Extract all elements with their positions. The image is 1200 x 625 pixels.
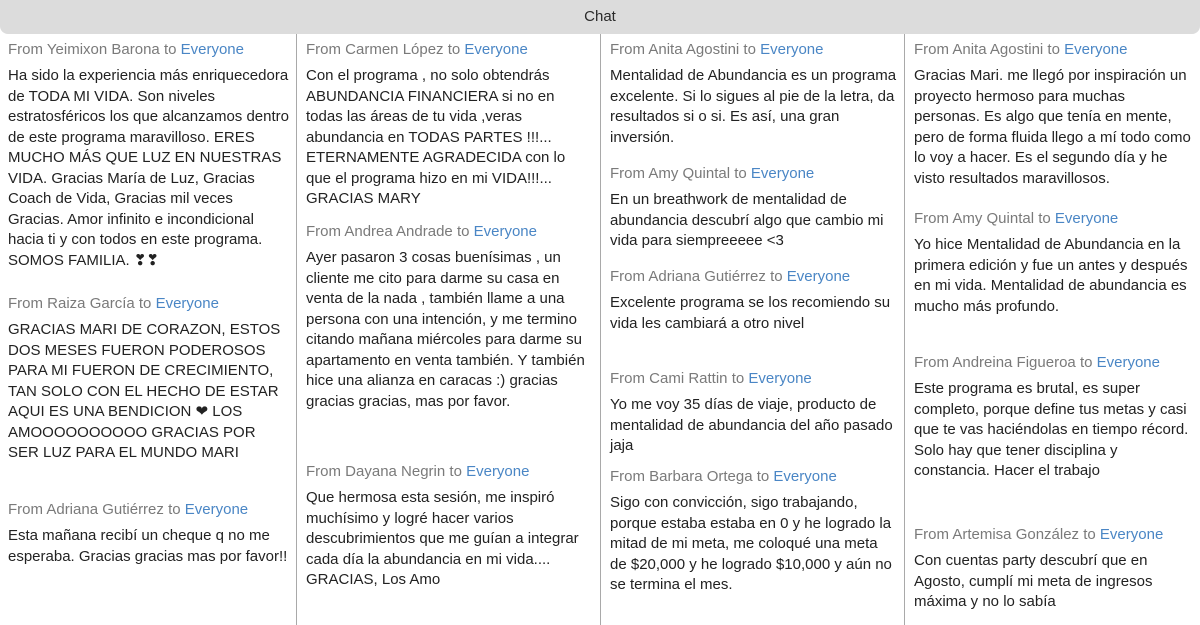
- from-label: From: [8, 41, 43, 58]
- sender-name: Dayana Negrin: [345, 463, 446, 480]
- message-header: [914, 209, 1194, 229]
- column-divider: [904, 34, 905, 625]
- sender-name: Andrea Andrade: [344, 223, 453, 240]
- recipient-name[interactable]: Everyone: [464, 41, 528, 58]
- from-label: From: [914, 41, 949, 58]
- from-label: From: [914, 526, 949, 543]
- sender-name: Adriana Gutiérrez: [648, 268, 766, 285]
- from-label: From: [914, 210, 949, 227]
- to-label: to: [168, 501, 181, 518]
- chat-message-columns: [0, 34, 1200, 625]
- message-header: [914, 525, 1194, 545]
- message-text: Yo hice Mentalidad de Abundancia en la primera edición y fue un antes y después en mi vida. Mentalidad de abundancia es mucho más profundo.: [914, 236, 1188, 315]
- column-divider: [296, 34, 297, 625]
- message-text: Yo me voy 35 días de viaje, producto de mentalidad de abundancia del año pasado jaja: [610, 396, 893, 454]
- sender-name: Amy Quintal: [648, 165, 731, 182]
- sender-name: Artemisa González: [952, 526, 1080, 543]
- chat-message: [610, 369, 898, 457]
- chat-message: [610, 164, 898, 252]
- to-label: to: [734, 165, 747, 182]
- message-header: [610, 164, 898, 184]
- message-header: [306, 222, 594, 242]
- chat-message: [8, 500, 290, 567]
- chat-message: [610, 267, 898, 334]
- message-header: [914, 353, 1194, 373]
- chat-message: [306, 462, 594, 591]
- from-label: From: [306, 463, 341, 480]
- recipient-name[interactable]: Everyone: [760, 41, 824, 58]
- from-label: From: [610, 165, 645, 182]
- recipient-name[interactable]: Everyone: [1096, 354, 1160, 371]
- recipient-name[interactable]: Everyone: [1064, 41, 1128, 58]
- sender-name: Carmen López: [345, 41, 444, 58]
- message-text: Esta mañana recibí un cheque q no me esperaba. Gracias gracias mas por favor!!: [8, 527, 288, 565]
- chat-message: [8, 40, 290, 271]
- message-text: Gracias Mari. me llegó por inspiración un proyecto hermoso para muchas personas. Es algo que tenía en mente, pero de forma fluida llego a mí todo como lo voy a hacer. Es el segundo día y he visto resultados maravillosos.: [914, 67, 1191, 187]
- to-label: to: [731, 370, 745, 387]
- chat-message: [610, 40, 898, 148]
- to-label: to: [1083, 526, 1096, 543]
- from-label: From: [306, 223, 341, 240]
- chat-message: [306, 222, 594, 412]
- recipient-name[interactable]: Everyone: [1099, 526, 1164, 543]
- sender-name: Cami Rattin: [649, 370, 728, 387]
- chat-column-3: [602, 34, 904, 625]
- message-text: Este programa es brutal, es super completo, porque define tus metas y casi que te vas haciéndolas en tiempo récord. Solo hay que tener disciplina y constancia. Hacer el trabajo: [914, 380, 1189, 479]
- recipient-name[interactable]: Everyone: [750, 165, 815, 182]
- chat-message: [914, 40, 1194, 189]
- sender-name: Amy Quintal: [952, 210, 1035, 227]
- chat-message: [914, 209, 1194, 317]
- to-label: to: [1047, 41, 1060, 58]
- to-label: to: [447, 41, 461, 58]
- message-header: [610, 267, 898, 287]
- chat-message: [306, 40, 594, 210]
- message-text: Mentalidad de Abundancia es un programa excelente. Si lo sigues al pie de la letra, da resultados si o si. Es así, una gran inversión.: [610, 67, 897, 146]
- chat-column-2: [298, 34, 600, 625]
- recipient-name[interactable]: Everyone: [773, 468, 837, 485]
- message-text: Ha sido la experiencia más enriquecedora de TODA MI VIDA. Son niveles estratosféricos los que alcanzamos dentro de este programa maravilloso. ERES MUCHO MÁS QUE LUZ EN NUESTRAS VIDA. Gracias María de Luz, Gracias Coach de Vida, Gracias mil veces Gracias. Amor infinito e incondicional hacia ti y con todos en este programa. SOMOS FAMILIA. ❣❣: [8, 67, 289, 269]
- to-label: to: [1038, 210, 1051, 227]
- recipient-name[interactable]: Everyone: [184, 501, 249, 518]
- from-label: From: [610, 468, 645, 485]
- message-text: Sigo con convicción, sigo trabajando, porque estaba estaba en 0 y he logrado la mitad de mi meta, me coloqué una meta de $20,000 y he logrado $10,000 y aún no se termina el mes.: [610, 494, 892, 593]
- chat-column-4: [906, 34, 1200, 625]
- message-header: [8, 294, 290, 314]
- message-header: [914, 40, 1194, 60]
- recipient-name[interactable]: Everyone: [180, 41, 244, 58]
- message-text: Excelente programa se los recomiendo su vida les cambiará a otro nivel: [610, 294, 891, 332]
- message-header: [610, 467, 898, 487]
- from-label: From: [610, 268, 645, 285]
- recipient-name[interactable]: Everyone: [466, 463, 530, 480]
- recipient-name[interactable]: Everyone: [748, 370, 812, 387]
- from-label: From: [306, 41, 341, 58]
- sender-name: Anita Agostini: [648, 41, 740, 58]
- to-label: to: [743, 41, 756, 58]
- to-label: to: [456, 223, 470, 240]
- sender-name: Anita Agostini: [952, 41, 1044, 58]
- sender-name: Yeimixon Barona: [46, 41, 160, 58]
- to-label: to: [770, 268, 783, 285]
- recipient-name[interactable]: Everyone: [155, 295, 219, 312]
- message-text: Con cuentas party descubrí que en Agosto, cumplí mi meta de ingresos máxima y no lo sabía: [914, 552, 1153, 610]
- from-label: From: [914, 354, 949, 371]
- message-text: GRACIAS MARI DE CORAZON, ESTOS DOS MESES FUERON PODEROSOS PARA MI FUERON DE CRECIMIENTO, TAN SOLO CON EL HECHO DE ESTAR AQUI ES UNA BENDICION ❤ LOS AMOOOOOOOOOO GRACIAS POR SER LUZ PARA EL MUNDO MARI: [8, 321, 281, 461]
- to-label: to: [756, 468, 770, 485]
- recipient-name[interactable]: Everyone: [473, 223, 537, 240]
- to-label: to: [163, 41, 177, 58]
- sender-name: Adriana Gutiérrez: [46, 501, 164, 518]
- column-divider: [600, 34, 601, 625]
- message-text: En un breathwork de mentalidad de abundancia descubrí algo que cambio mi vida para siempreeeee <3: [610, 191, 884, 249]
- recipient-name[interactable]: Everyone: [1054, 210, 1119, 227]
- chat-message: [610, 467, 898, 596]
- chat-message: [914, 353, 1194, 482]
- from-label: From: [8, 501, 43, 518]
- message-header: [610, 40, 898, 60]
- chat-title: Chat: [584, 8, 616, 25]
- to-label: to: [138, 295, 152, 312]
- message-header: [610, 369, 898, 389]
- from-label: From: [8, 295, 43, 312]
- from-label: From: [610, 370, 645, 387]
- sender-name: Andreina Figueroa: [952, 354, 1076, 371]
- to-label: to: [1079, 354, 1093, 371]
- recipient-name[interactable]: Everyone: [786, 268, 851, 285]
- chat-column-1: [0, 34, 296, 625]
- message-header: [8, 500, 290, 520]
- message-text: Ayer pasaron 3 cosas buenísimas , un cliente me cito para darme su casa en venta de la nada , también llame a una persona con una intención, y me termino citando mañana miércoles para darme su apartamento en venta también. Y también hice una alianza en caracas :) gracias gracias gracias, mas por favor.: [306, 249, 585, 410]
- message-text: Con el programa , no solo obtendrás ABUNDANCIA FINANCIERA si no en todas las áreas de tu vida ,veras abundancia en TODAS PARTES !!!... ETERNAMENTE AGRADECIDA con lo que el programa hizo en mi VIDA!!!... GRACIAS MARY: [306, 67, 566, 207]
- chat-title-bar: [0, 0, 1200, 34]
- sender-name: Barbara Ortega: [649, 468, 753, 485]
- message-text: Que hermosa esta sesión, me inspiró muchísimo y logré hacer varios descubrimientos que me guían a integrar cada día la abundancia en mi vida.... GRACIAS, Los Amo: [306, 489, 579, 588]
- from-label: From: [610, 41, 645, 58]
- chat-message: [914, 525, 1194, 613]
- to-label: to: [449, 463, 462, 480]
- chat-message: [8, 294, 290, 464]
- sender-name: Raiza García: [47, 295, 135, 312]
- message-header: [306, 40, 594, 60]
- message-header: [306, 462, 594, 482]
- message-header: [8, 40, 290, 60]
